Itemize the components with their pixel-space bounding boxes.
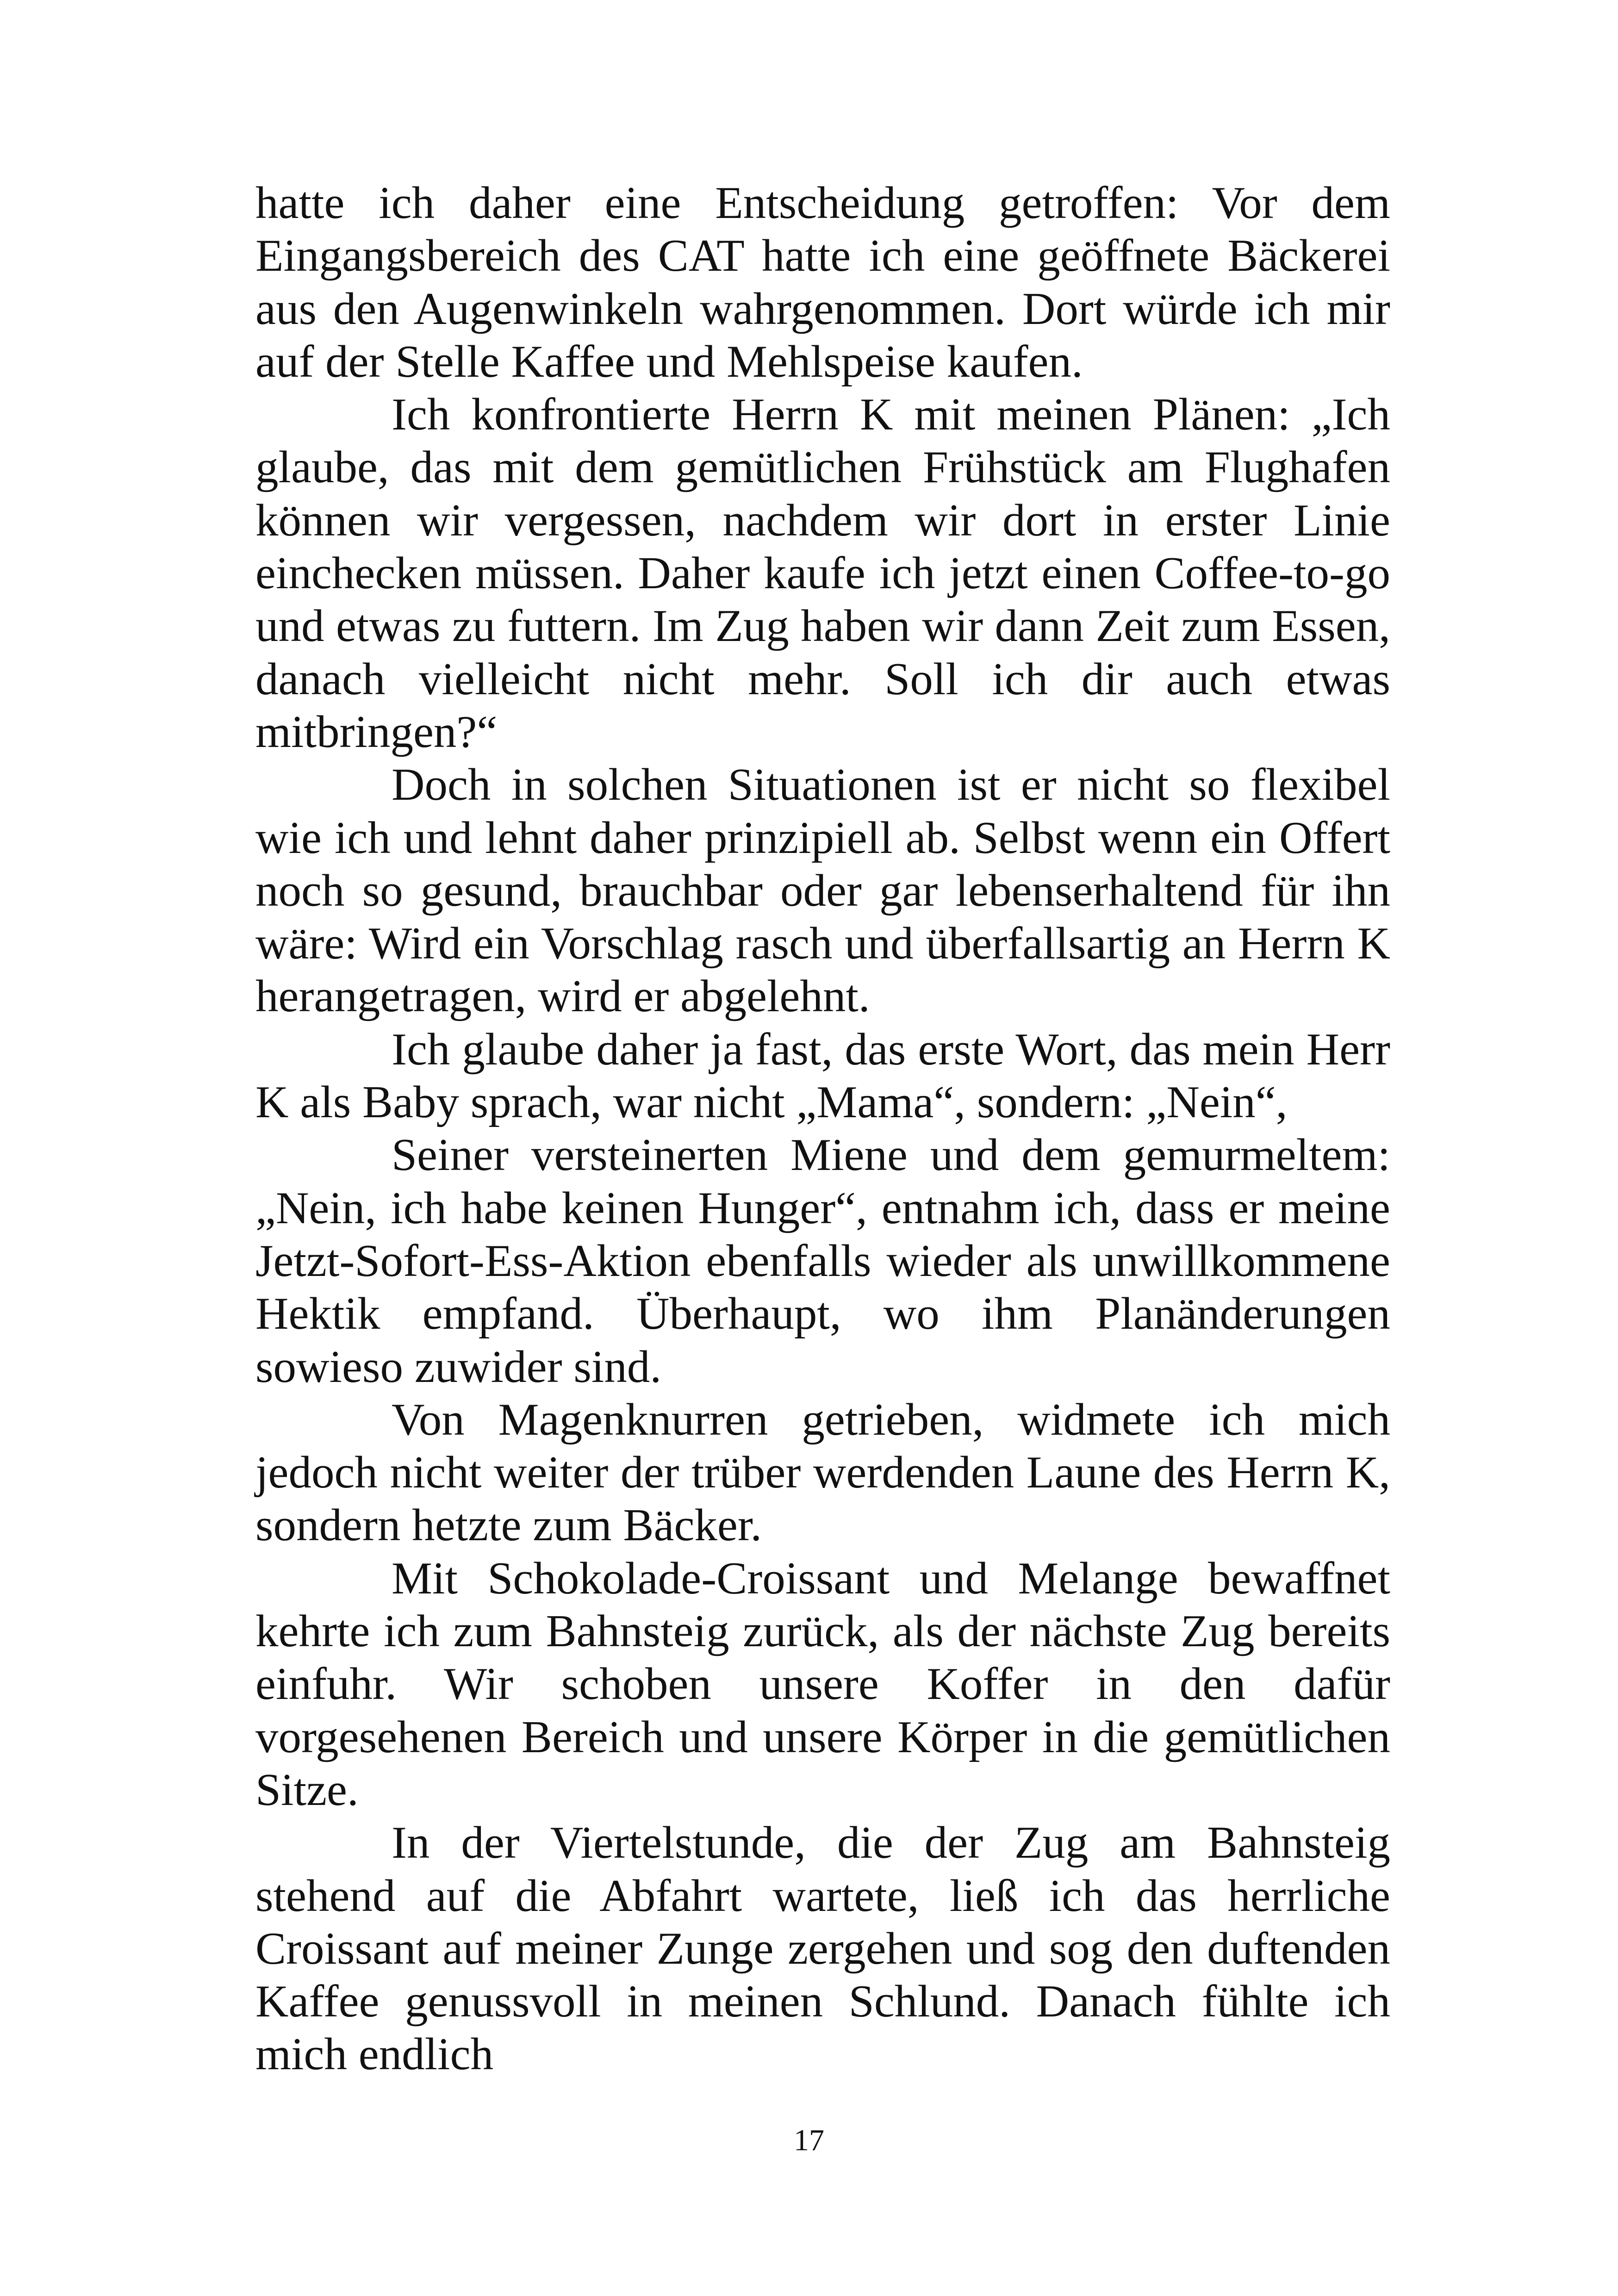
paragraph: Doch in solchen Situationen ist er nicht so flexibel wie ich und lehnt daher prinzipiell ab. Selbst wenn ein Offert noch so gesund, brauchbar oder gar lebenserhaltend für ihn wäre: Wird ein Vorschlag rasch und überfallsartig an Herrn K herangetragen, wird er abgelehnt. [255,759,1390,1022]
paragraph: Mit Schokolade-Croissant und Melange bewaffnet kehrte ich zum Bahnsteig zurück, als der nächste Zug bereits einfuhr. Wir schoben unsere Koffer in den dafür vorgesehenen Bereich und unsere Körper in die gemütlichen Sitze. [255,1553,1390,1815]
body-text [255,177,1390,2081]
page-number: 17 [794,2123,824,2157]
paragraph: Von Magenknurren getrieben, widmete ich mich jedoch nicht weiter der trüber werdenden Laune des Herrn K, sondern hetzte zum Bäcker. [255,1394,1390,1551]
paragraph: hatte ich daher eine Entscheidung getroffen: Vor dem Eingangsbereich des CAT hatte ich eine geöffnete Bäckerei aus den Augenwinkeln wahrgenommen. Dort würde ich mir auf der Stelle Kaffee und Mehlspeise kaufen. [255,178,1390,387]
paragraph: Ich glaube daher ja fast, das erste Wort, das mein Herr K als Baby sprach, war nicht „Mama“, sondern: „Nein“, [255,1024,1390,1128]
paragraph: Seiner versteinerten Miene und dem gemurmeltem: „Nein, ich habe keinen Hunger“, entnahm ich, dass er meine Jetzt-Sofort-Ess-Aktion ebenfalls wieder als unwillkommene Hektik empfand. Überhaupt, wo ihm Planänderungen sowieso zuwider sind. [255,1130,1390,1392]
paragraph: Ich konfrontierte Herrn K mit meinen Plänen: „Ich glaube, das mit dem gemütlichen Frühstück am Flughafen können wir vergessen, nachdem wir dort in erster Linie einchecken müssen. Daher kaufe ich jetzt einen Coffee-to-go und etwas zu futtern. Im Zug haben wir dann Zeit zum Essen, danach vielleicht nicht mehr. Soll ich dir auch etwas mitbringen?“ [255,389,1390,757]
paragraph: In der Viertelstunde, die der Zug am Bahnsteig stehend auf die Abfahrt wartete, ließ ich das herrliche Croissant auf meiner Zunge zergehen und sog den duftenden Kaffee genussvoll in meinen Schlund. Danach fühlte ich mich endlich [255,1817,1390,2080]
